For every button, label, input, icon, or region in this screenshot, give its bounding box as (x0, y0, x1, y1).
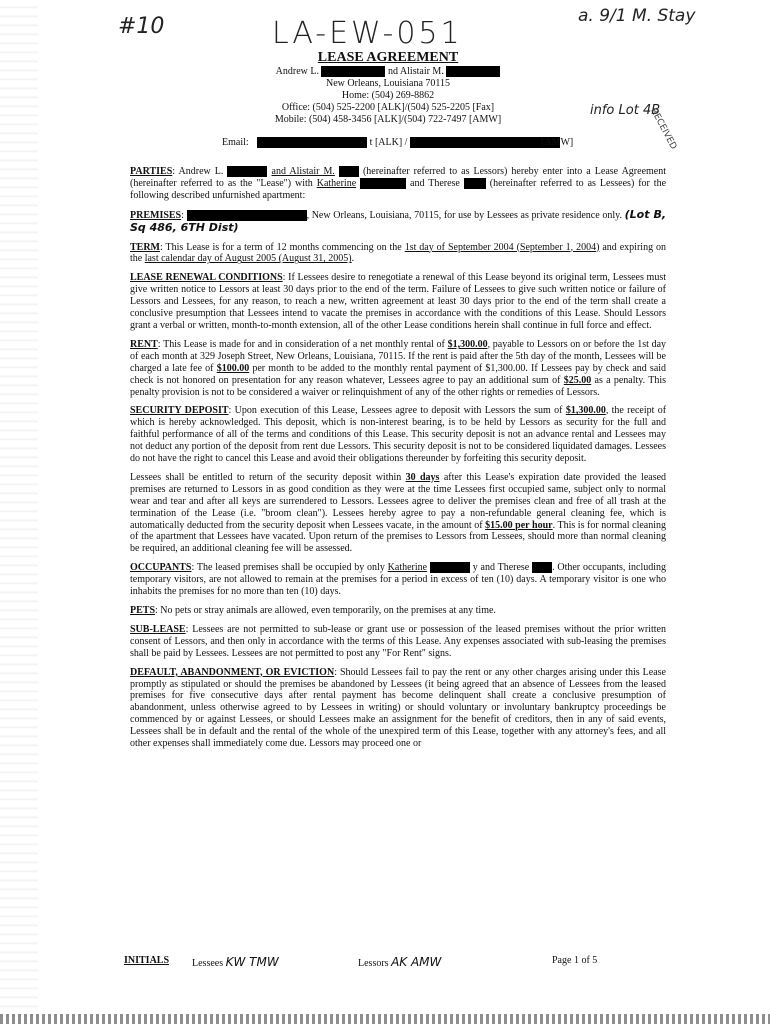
page-number: Page 1 of 5 (552, 955, 598, 966)
occupants-section: OCCUPANTS: The leased premises shall be occupied by only Katherine y and Therese . Other occupants, including temporary visitors, are not allowed to remain at the premises for a period in excess of ten (10) days. A temporary visitor is one who inhabits the premises for no more than ten (10) days. (130, 562, 667, 598)
handwritten-corner-mark: #10 (118, 14, 165, 39)
home-phone: Home: (504) 269-8862 (341, 90, 435, 101)
redaction-bar (321, 66, 385, 77)
lessees-initials: Lessees KW TMW (192, 955, 279, 969)
redaction-bar (430, 562, 470, 573)
scan-bottom-artifact (0, 1014, 770, 1024)
mobile-phone: Mobile: (504) 458-3456 [ALK]/(504) 722-7497 [AMW] (274, 114, 502, 125)
redaction-bar (187, 210, 307, 221)
term-section: TERM: This Lease is for a term of 12 months commencing on the 1st day of September 2004 (September 1, 2004) and expiring on the last calendar day of August 2005 (August 31, 2005). (130, 241, 667, 265)
handwritten-lot-note: (Lot B, Sq 486, 6TH Dist) (130, 207, 667, 234)
lessors-initials: Lessors AK AMW (358, 955, 442, 969)
default-section: DEFAULT, ABANDONMENT, OR EVICTION: Should Lessees fail to pay the rent or any other charges arising under this Lease promptly as stipulated or should the premises be abandoned by Lessees (it being agreed that an absence of Lessees from the leased premises for five consecutive days after rental payment has become delinquent shall create a conclusive presumption of abandonment, unless otherwise agreed to by Lessees in writing) or should voluntary or involuntary bankruptcy proceedings be commenced by or against Lessees, or should Lessees make an assignment for the benefit of creditors, then in any of said events, Lessees shall be in default and the rental of the whole of the unexpired term of this Lease, together with any attorney's fees, and all other expenses shall immediately come due. Lessors may proceed one or (130, 666, 666, 750)
renewal-section: LEASE RENEWAL CONDITIONS: If Lessees desire to renegotiate a renewal of this Lease beyond its original term, Lessees must give written notice to Lessors at least 30 days prior to the end of the term. Failure of Lessees to give such written notice or failure of Lessors and Lessees, for any reason, to reach a new, written agreement at least 30 days prior to the end of the term shall create a conclusive presumption that Lessees intend to vacate the premises in accordance with the conditions of this Lease. Should Lessors grant a verbal or written, month-to-month extension, all of the other Lease conditions herein shall continue in full force and effect. (130, 272, 667, 331)
email-tail: [AMW] (541, 137, 574, 148)
parties-section: PARTIES: Andrew L. and Alistair M. (hereinafter referred to as Lessors) hereby enter into a Lease Agreement (hereinafter referred to as the "Lease") with Katherine and Therese (hereinafter referred to as Lessees) for the following described unfurnished apartment: (130, 166, 667, 201)
redaction-bar (532, 562, 552, 573)
deposit-return-section: Lessees shall be entitled to return of the security deposit within 30 days after this Lease's expiration date provided the leased premises are returned to Lessors in as good condition as they were at the time Lessees first occupied same, subject only to normal wear and tear and after all keys are surrendered to Lessors. Lessees agree to deliver the premises clean and free of all trash at the termination of the Lease (i.e. "broom clean"). Lessees hereby agree to pay a non-refundable general cleaning fee, which is automatically deducted from the security deposit when Lessees vacate, in the amount of $15.00 per hour. This is for normal cleaning of the apartment that Lessees have vacated. Upon return of the premises to Lessors from Lessees, should more than normal cleaning be required, an additional cleaning fee will be assessed. (130, 471, 667, 555)
handwritten-margin-note: info Lot 4B (590, 103, 661, 118)
handwritten-top-right-note: a. 9/1 M. Stay (578, 6, 696, 26)
redaction-bar (410, 137, 560, 148)
premises-section: PREMISES: , New Orleans, Louisiana, 70115, for use by Lessees as private residence only. (Lot B, Sq 486, 6TH Dist) (130, 207, 667, 234)
redaction-bar (446, 66, 500, 77)
stamp-text: RECEIVED (648, 106, 679, 152)
security-deposit-section: SECURITY DEPOSIT: Upon execution of this Lease, Lessees agree to deposit with Lessors the sum of $1,300.00, the receipt of which is hereby acknowledged. This deposit, which is non-interest bearing, is to be held by Lessors as security for the full and faithful performance of all of the terms and conditions of this Lease. This security deposit is not an advance rental and Lessees may not deduct any portion of the deposit from rent due Lessors. This security deposit is not to be considered liquidated damages. Lessees do not have the right to cancel this Lease and avoid their obligations thereunder by forfeiting this security deposit. (130, 405, 667, 465)
redaction-bar (257, 137, 367, 148)
scan-edge-artifact (0, 0, 38, 1024)
redaction-bar (464, 178, 486, 189)
lessor-names: Andrew L. nd Alistair M. (208, 66, 568, 78)
handwritten-document-id: LA-EW-051 (272, 16, 463, 51)
address-line: New Orleans, Louisiana 70115 (325, 78, 451, 89)
redaction-bar (227, 166, 267, 177)
lease-body (130, 166, 666, 757)
letterhead (208, 50, 568, 126)
pets-section: PETS: No pets or stray animals are allowed, even temporarily, on the premises at any time. (130, 605, 496, 616)
redaction-bar (339, 166, 359, 177)
redaction-bar (360, 178, 406, 189)
office-phone: Office: (504) 525-2200 [ALK]/(504) 525-2205 [Fax] (281, 102, 495, 113)
initials-label: INITIALS (124, 955, 170, 966)
rent-section: RENT: This Lease is made for and in consideration of a net monthly rental of $1,300.00, payable to Lessors on or before the 1st day of each month at 329 Joseph Street, New Orleans, Louisiana, 70115. If the rent is paid after the 5th day of the month, Lessees will be charged a late fee of $100.00 per month to be added to the monthly rental payment of $1,300.00. If Lessees pay by check and said check is not honored on presentation for any reason whatever, Lessees agree to pay an additional sum of $25.00 as a penalty. This penalty provision is not to be considered a waiver or relinquishment of any of the other rights or remedies of Lessors. (130, 338, 667, 398)
sublease-section: SUB-LEASE: Lessees are not permitted to sub-lease or grant use or possession of the leased premises without the prior written consent of Lessors, and then only in accordance with the terms of this Lease. Any expenses associated with sub-leasing the premises shall be paid by Lessees. Lessees are not permitted to post any "For Rent" signs. (130, 623, 666, 659)
document-title: LEASE AGREEMENT (317, 50, 459, 65)
email-line: Email: t [ALK] / (222, 137, 560, 148)
